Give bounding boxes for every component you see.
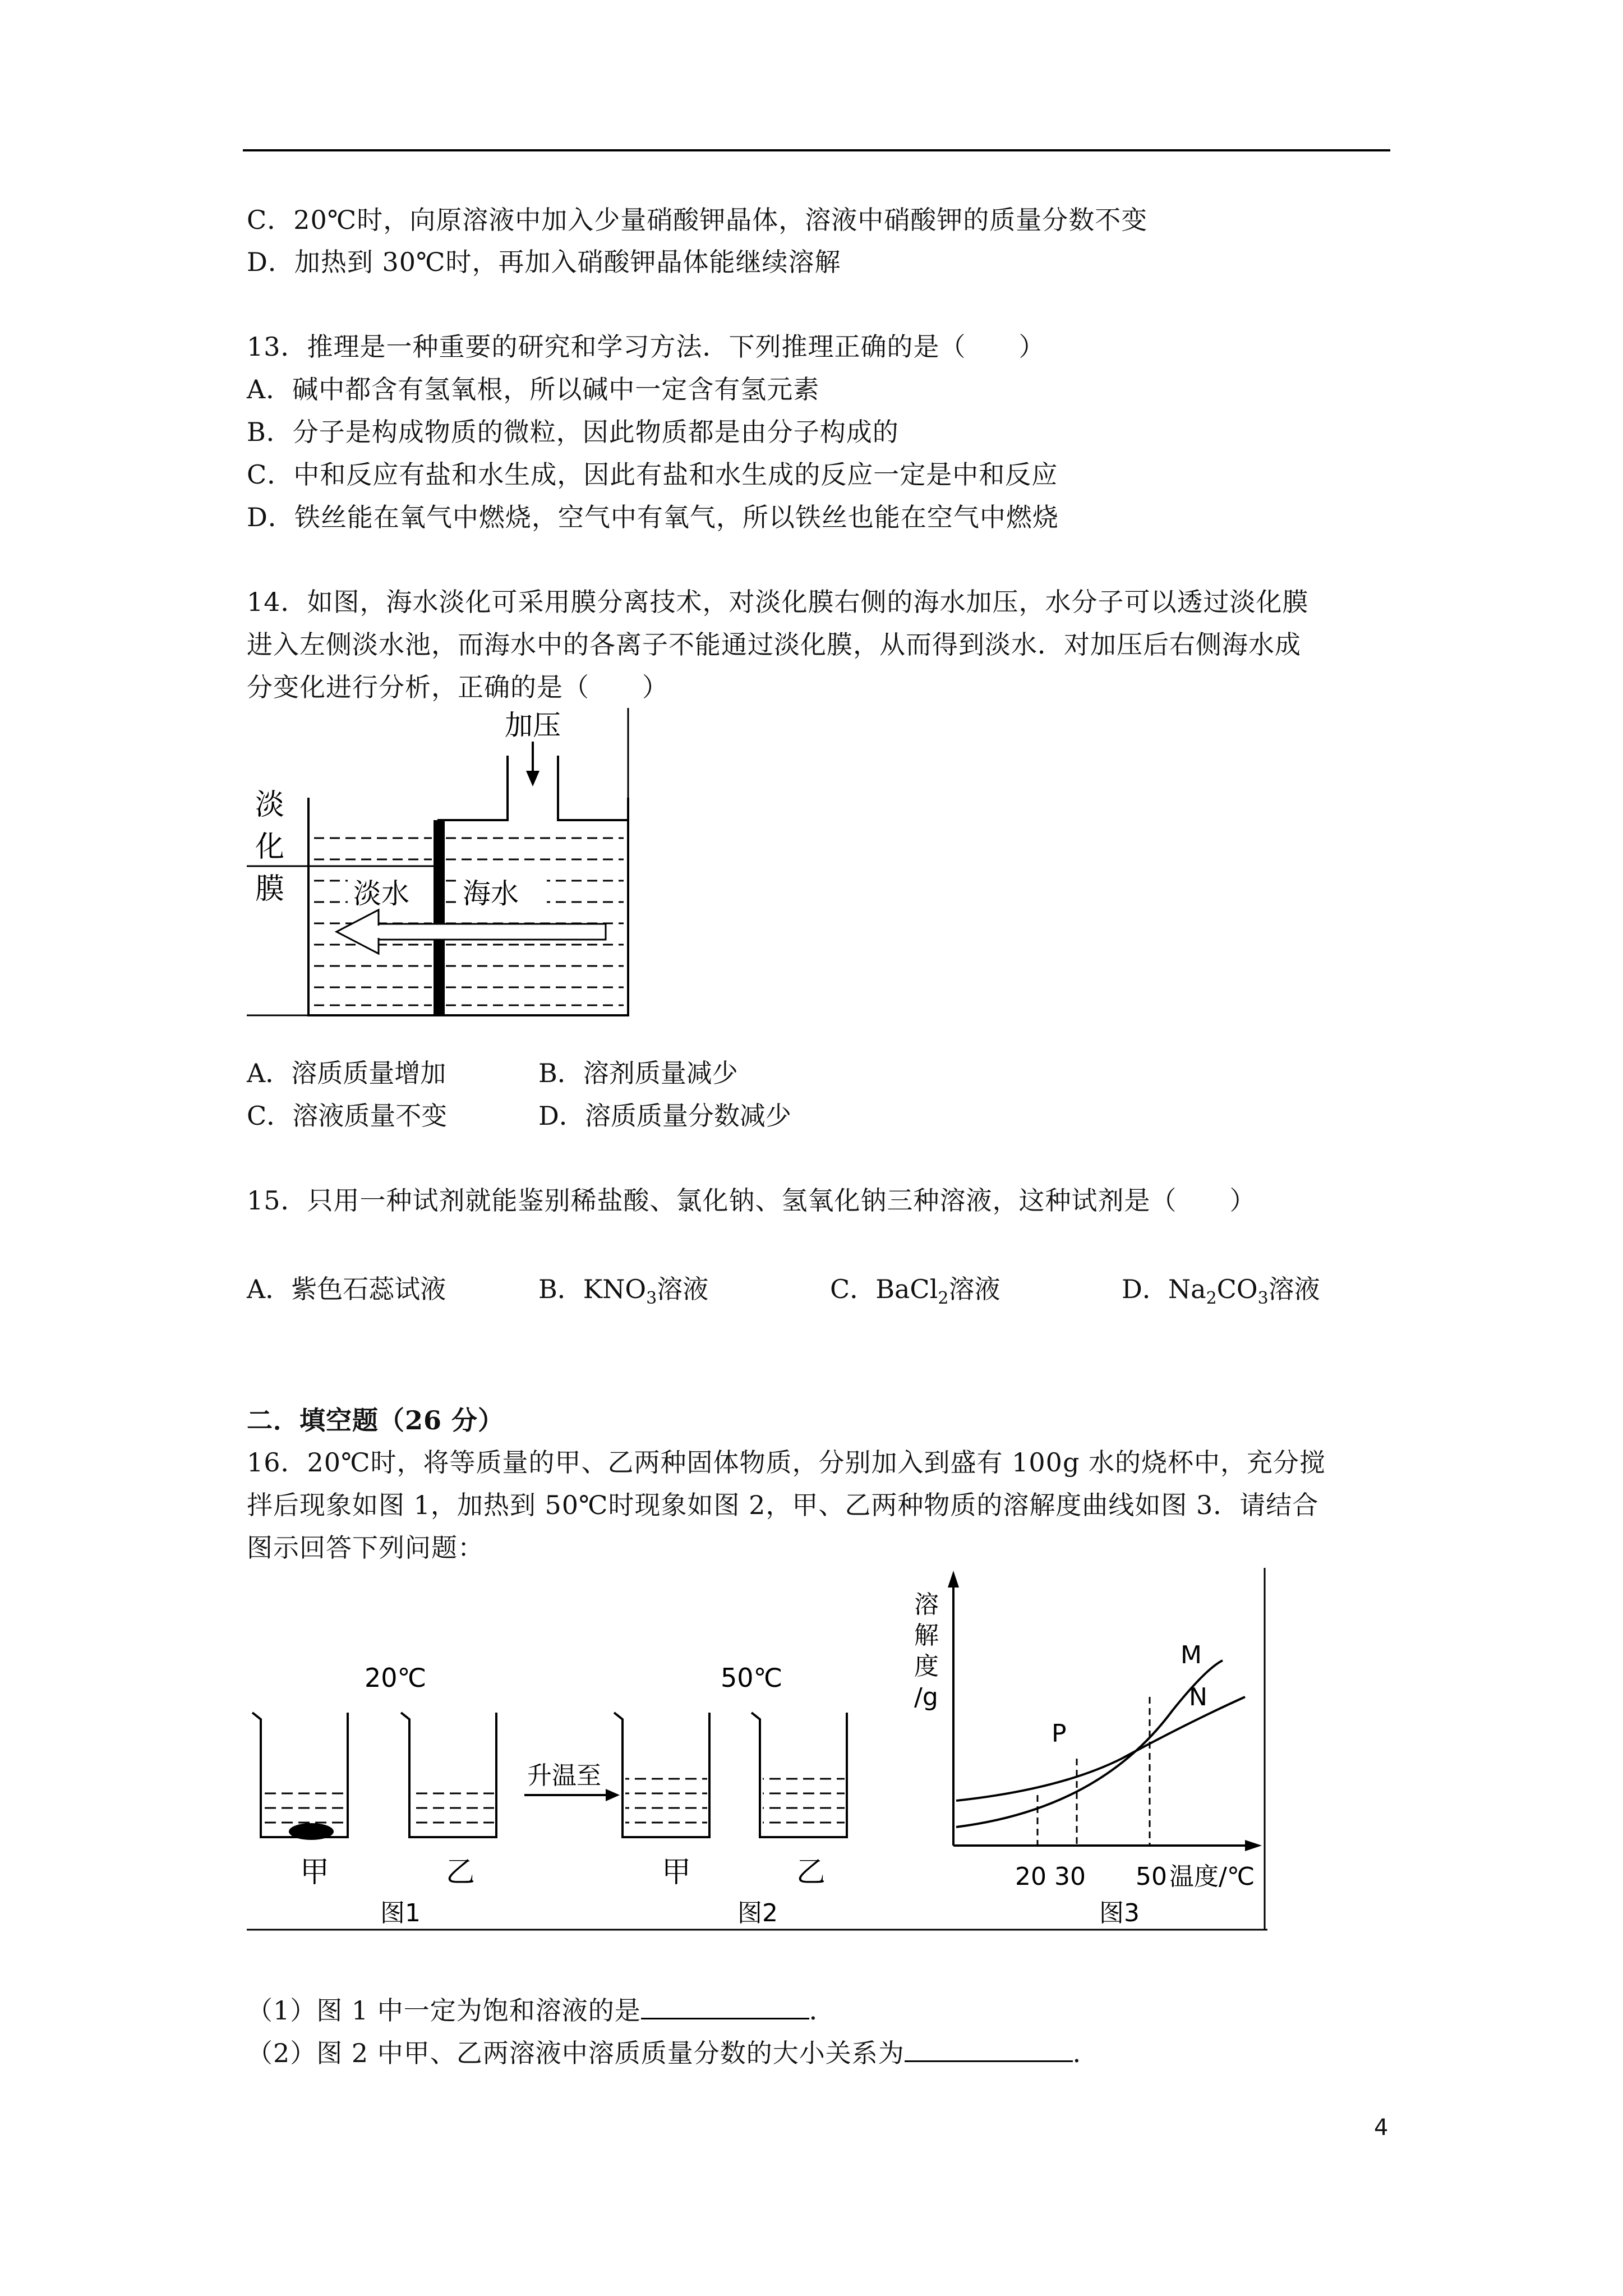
beaker-jia-fig2 (614, 1713, 709, 1837)
right-arrow-icon (606, 1789, 620, 1801)
fig2-caption: 图2 (737, 1899, 778, 1927)
x-axis-label: 温度/℃ (1169, 1862, 1255, 1891)
tank-lid-right (437, 756, 508, 820)
q14-stem-line3: 分变化进行分析，正确的是（ ） (247, 672, 668, 702)
beaker-jia-fig1 (252, 1713, 348, 1840)
fig2-label-jia: 甲 (662, 1856, 691, 1889)
tick-30: 30 (1054, 1862, 1086, 1891)
x-axis-arrow-icon (1245, 1840, 1262, 1851)
q14-option-d: D．溶质质量分数减少 (538, 1101, 791, 1131)
membrane-label-1: 淡 (255, 788, 285, 822)
q13-option-c: C．中和反应有盐和水生成，因此有盐和水生成的反应一定是中和反应 (247, 459, 1058, 490)
desalination-figure (247, 708, 634, 1022)
undissolved-solid (289, 1823, 334, 1840)
q15-option-b: B．$KNO_3$溶液 (538, 1274, 709, 1308)
q15-option-c: C．BaCl$_2$溶液 (830, 1274, 1000, 1308)
beaker-yi-fig1 (401, 1713, 496, 1837)
fig1-label-yi: 乙 (446, 1856, 476, 1889)
y-axis-label-2: 解 (914, 1621, 939, 1650)
curve-M-label: M (1181, 1641, 1202, 1669)
section-title: 二．填空题（26 分） (247, 1405, 505, 1435)
y-axis-label-4: /g (914, 1683, 938, 1711)
tick-50: 50 (1136, 1862, 1167, 1891)
q13-stem: 13．推理是一种重要的研究和学习方法．下列推理正确的是（ ） (247, 332, 1045, 362)
down-arrow-icon (526, 771, 540, 786)
header-rule (243, 149, 1390, 151)
q13-option-d: D．铁丝能在氧气中燃烧，空气中有氧气，所以铁丝也能在空气中燃烧 (247, 502, 1059, 532)
heat-arrow-label: 升温至 (527, 1761, 601, 1790)
page-number: 4 (1374, 2115, 1389, 2141)
q15-option-d: D．$Na_2CO_3$溶液 (1122, 1274, 1320, 1308)
q15-option-a: A．紫色石蕊试液 (247, 1274, 446, 1304)
q16-stem-line2: 拌后现象如图 1，加热到 50℃时现象如图 2，甲、乙两种物质的溶解度曲线如图 3．请结合 (247, 1490, 1319, 1520)
curve-N (956, 1697, 1245, 1801)
curve-N-label: N (1189, 1683, 1207, 1711)
y-axis-label-3: 度 (914, 1652, 939, 1681)
pressure-label: 加压 (505, 709, 561, 742)
y-axis-label-1: 溶 (914, 1590, 939, 1619)
q13-option-b: B．分子是构成物质的微粒，因此物质都是由分子构成的 (247, 417, 899, 447)
q15-stem: 15．只用一种试剂就能鉴别稀盐酸、氯化钠、氢氧化钠三种溶液，这种试剂是（ ） (247, 1185, 1256, 1216)
membrane-label-2: 化 (255, 830, 285, 864)
membrane-label-3: 膜 (255, 872, 285, 906)
q14-stem-line2: 进入左侧淡水池，而海水中的各离子不能通过淡化膜，从而得到淡水．对加压后右侧海水成 (247, 629, 1301, 660)
answer-blank-1[interactable] (641, 1993, 809, 2019)
fig1-label-jia: 甲 (300, 1856, 330, 1889)
fig1-caption: 图1 (380, 1899, 421, 1927)
q16-sub2: （2）图 2 中甲、乙两溶液中溶质质量分数的大小关系为 ． (247, 2036, 1099, 2070)
answer-blank-2[interactable] (905, 2036, 1073, 2062)
left-arrow-icon (336, 910, 606, 954)
fig1-temp: 20℃ (365, 1663, 427, 1693)
y-axis-arrow-icon (948, 1571, 959, 1588)
beaker-yi-fig2 (751, 1713, 847, 1837)
fresh-water-label: 淡水 (353, 877, 409, 910)
q16-sub1: （1）图 1 中一定为饱和溶液的是 ． (247, 1993, 836, 2027)
fig2-temp: 50℃ (721, 1663, 783, 1693)
q13-option-a: A．碱中都含有氢氧根，所以碱中一定含有氢元素 (247, 374, 820, 404)
fig3-caption: 图3 (1099, 1899, 1140, 1927)
point-P-label: P (1052, 1719, 1067, 1748)
membrane (434, 820, 445, 1015)
q12-option-d: D．加热到 30℃时，再加入硝酸钾晶体能继续溶解 (247, 247, 841, 277)
q12-option-c: C．20℃时，向原溶液中加入少量硝酸钾晶体，溶液中硝酸钾的质量分数不变 (247, 205, 1148, 235)
q14-option-c: C．溶液质量不变 (247, 1101, 448, 1131)
q14-option-a: A．溶质质量增加 (247, 1058, 446, 1088)
q16-stem-line1: 16．20℃时，将等质量的甲、乙两种固体物质，分别加入到盛有 100g 水的烧杯中，充分搅 (247, 1447, 1326, 1478)
solubility-chart (914, 1571, 1262, 1927)
sea-water-label: 海水 (463, 877, 519, 910)
curve-M (956, 1660, 1223, 1827)
q16-stem-line3: 图示回答下列问题： (247, 1533, 484, 1563)
q14-stem-line1: 14．如图，海水淡化可采用膜分离技术，对淡化膜右侧的海水加压，水分子可以透过淡化膜 (247, 587, 1309, 617)
fig2-label-yi: 乙 (796, 1856, 826, 1889)
q14-option-b: B．溶剂质量减少 (538, 1058, 738, 1088)
solubility-figure (247, 1568, 1267, 1941)
tick-20: 20 (1015, 1862, 1046, 1891)
